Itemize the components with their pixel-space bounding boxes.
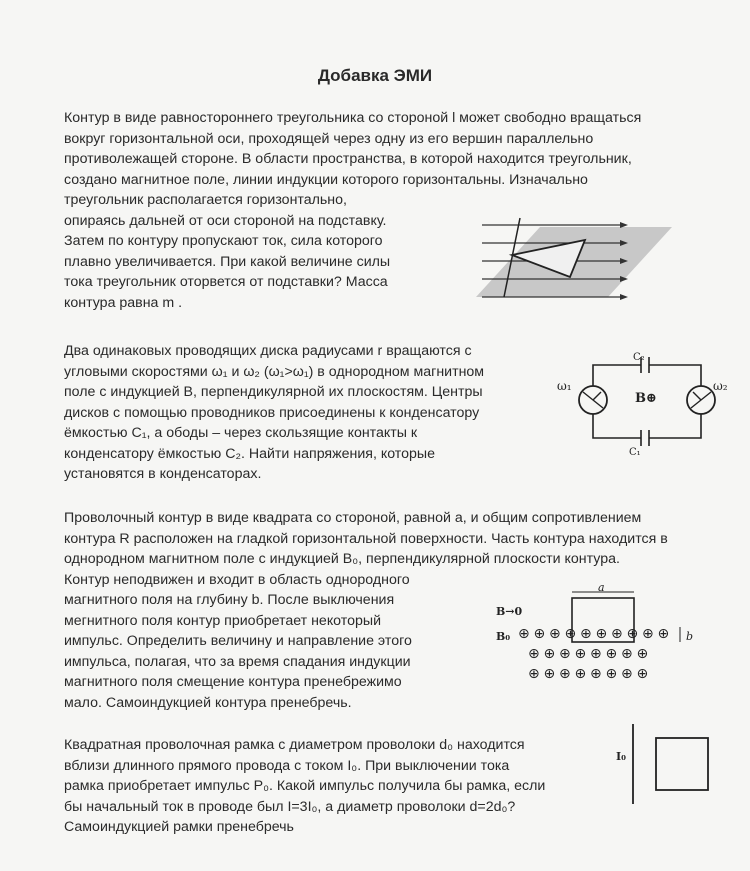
field-symbol: ⊕ [528, 666, 540, 682]
text-line: однородном магнитном поле с индукцией B₀, перпендикулярной плоскости контура. [64, 551, 620, 567]
field-symbol: ⊕ [636, 666, 649, 682]
text-line: противолежащей стороне. В области пространства, в которой находится треугольник, [64, 151, 632, 167]
field-symbol: ⊕ [574, 646, 587, 662]
field-symbol: ⊕ [642, 626, 654, 642]
field-symbol: ⊕ [549, 626, 561, 642]
text-line: установятся в конденсаторах. [64, 466, 262, 482]
field-symbol: ⊕ [626, 626, 639, 642]
field-symbol: ⊕ [621, 666, 633, 682]
text-line: тока треугольник оторвется от подставки? Масса [64, 274, 388, 290]
field-symbol: ⊕ [559, 666, 571, 682]
field-symbol: ⊕ [518, 626, 530, 642]
text-line: поле с индукцией B, перпендикулярной их плоскостям. Центры [64, 384, 483, 400]
field-symbol: ⊕ [574, 666, 587, 682]
text-line: импульс. Определить величину и направление этого [64, 633, 412, 649]
text-line: Контур неподвижен и входит в область однородного [64, 571, 410, 588]
capacitor-c2-label: C₂ [633, 352, 645, 363]
field-symbol: ⊕ [564, 626, 577, 642]
text-line: вокруг горизонтальной оси, проходящей через одну из его вершин параллельно [64, 130, 594, 147]
text-line: угловыми скоростями ω₁ и ω₂ (ω₁>ω₁) в однородном магнитном [64, 363, 485, 380]
current-label: I₀ [616, 750, 626, 763]
text-line: бы начальный ток в проводе был I=3I₀, а диаметр проволоки d=2d₀? [64, 798, 516, 815]
field-symbol: ⊕ [611, 626, 623, 642]
disks-figure [553, 350, 738, 460]
text-line: Два одинаковых проводящих диска радиусами r вращаются с [64, 343, 472, 359]
text-line: Затем по контуру пропускают ток, сила которого [64, 233, 383, 249]
page-title: Добавка ЭМИ [317, 66, 433, 85]
text-line: магнитного поля смещение контура пренебрежимо [64, 674, 402, 690]
field-symbol: ⊕ [559, 646, 571, 662]
field-symbol: ⊕ [580, 626, 592, 642]
disk-right [687, 386, 715, 414]
field-grid [518, 626, 669, 682]
field-symbol: ⊕ [605, 666, 618, 682]
field-symbol: ⊕ [528, 646, 540, 662]
omega-2-label: ω₂ [713, 379, 728, 393]
disk-left [579, 386, 607, 414]
b-label: b [686, 630, 694, 643]
text-line: магнитного поля на глубину b. После выключения [64, 592, 395, 608]
field-symbol: ⊕ [543, 666, 556, 682]
field-label: B⊕ [635, 391, 657, 406]
field-symbol: ⊕ [590, 666, 602, 682]
a-label: a [598, 581, 605, 594]
text-line: вблизи длинного прямого провода с током I₀. При выключении тока [64, 757, 510, 774]
b-zero-label: B→0 [496, 605, 523, 618]
text-line: контура равна m . [64, 294, 183, 311]
text-line: ёмкостью C₁, а ободы – через скользящие контакты к [64, 425, 418, 441]
field-symbol: ⊕ [605, 646, 618, 662]
text-line: контура R расположен на гладкой горизонтальной поверхности. Часть контура находится в [64, 530, 668, 547]
text-line: дисков с помощью проводников присоединены к конденсатору [64, 404, 480, 421]
text-line: Самоиндукцией рамки пренебречь [64, 819, 294, 835]
b0-label: B₀ [496, 630, 511, 643]
triangle-figure [470, 215, 675, 305]
problem-2-text [64, 341, 484, 485]
wire-frame-figure [608, 720, 718, 810]
text-line: плавно увеличивается. При какой величине силы [64, 253, 391, 270]
text-line: Контур в виде равностороннего треугольника со стороной l может свободно вращаться [64, 110, 642, 126]
field-symbol: ⊕ [533, 626, 546, 642]
text-line: импульса, полагая, что за время спадания индукции [64, 653, 411, 670]
field-symbol: ⊕ [543, 646, 556, 662]
field-symbol: ⊕ [595, 626, 608, 642]
square-frame [656, 738, 708, 790]
omega-1-label: ω₁ [557, 379, 572, 393]
field-symbol: ⊕ [657, 626, 670, 642]
problem-4-text [64, 735, 545, 838]
text-line: конденсатору ёмкостью C₂. Найти напряжения, которые [64, 445, 435, 462]
square-field-figure [490, 580, 705, 690]
field-symbol: ⊕ [621, 646, 633, 662]
capacitor-c1-label: C₁ [629, 447, 641, 458]
text-line: треугольник располагается горизонтально, [64, 192, 347, 208]
text-line: опираясь дальней от оси стороной на подставку. [64, 212, 387, 229]
text-line: Проволочный контур в виде квадрата со стороной, равной a, и общим сопротивлением [64, 510, 642, 526]
text-line: создано магнитное поле, линии индукции которого горизонтальны. Изначально [64, 171, 588, 188]
field-symbol: ⊕ [590, 646, 602, 662]
text-line: мегнитного поля контур приобретает некоторый [64, 612, 382, 629]
field-symbol: ⊕ [636, 646, 649, 662]
text-line: рамка приобретает импульс P₀. Какой импульс получила бы рамка, если [64, 778, 546, 794]
text-line: мало. Самоиндукцией контура пренебречь. [64, 694, 352, 711]
text-line: Квадратная проволочная рамка с диаметром проволоки d₀ находится [64, 737, 525, 753]
